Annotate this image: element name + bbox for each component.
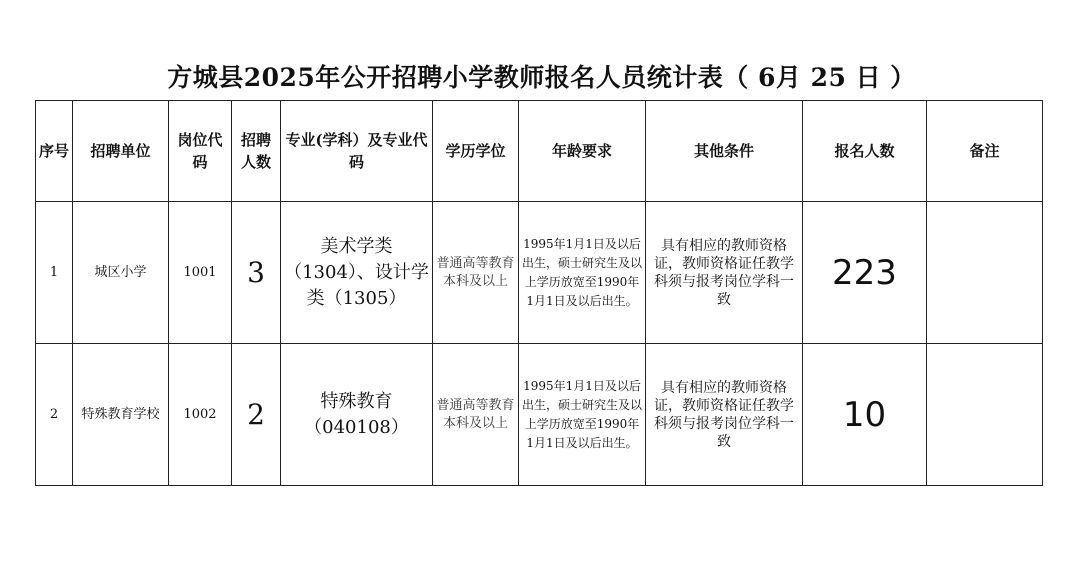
header-remarks: 备注 — [927, 101, 1043, 202]
row-major: 美术学类（1304）、设计学类（1305） — [281, 202, 433, 344]
row-other: 具有相应的教师资格证，教师资格证任教学科须与报考岗位学科一致 — [646, 202, 803, 344]
header-count: 招聘人数 — [232, 101, 281, 202]
row-unit: 特殊教育学校 — [73, 344, 169, 486]
row-applicants: 10 — [803, 344, 927, 486]
row-count: 2 — [232, 344, 281, 486]
header-unit: 招聘单位 — [73, 101, 169, 202]
header-major: 专业(学科）及专业代码 — [281, 101, 433, 202]
row-seq: 1 — [36, 202, 73, 344]
header-seq: 序号 — [36, 101, 73, 202]
row-unit: 城区小学 — [73, 202, 169, 344]
page-title: 方城县2025年公开招聘小学教师报名人员统计表（ 6月 25 日 ） — [167, 63, 916, 92]
table-row — [36, 344, 1043, 486]
header-education: 学历学位 — [433, 101, 519, 202]
row-remarks — [927, 202, 1043, 344]
row-age: 1995年1月1日及以后出生，硕士研究生及以上学历放宽至1990年1月1日及以后出生。 — [519, 344, 646, 486]
row-remarks — [927, 344, 1043, 486]
row-education: 普通高等教育本科及以上 — [433, 202, 519, 344]
header-age: 年龄要求 — [519, 101, 646, 202]
row-count: 3 — [232, 202, 281, 344]
row-education: 普通高等教育本科及以上 — [433, 344, 519, 486]
header-position-code: 岗位代码 — [169, 101, 232, 202]
row-other: 具有相应的教师资格证，教师资格证任教学科须与报考岗位学科一致 — [646, 344, 803, 486]
row-age: 1995年1月1日及以后出生，硕士研究生及以上学历放宽至1990年1月1日及以后出生。 — [519, 202, 646, 344]
table-row — [36, 202, 1043, 344]
statistics-table — [35, 100, 1043, 486]
table-header-row — [36, 101, 1043, 202]
row-major: 特殊教育（040108） — [281, 344, 433, 486]
row-position-code: 1001 — [169, 202, 232, 344]
row-applicants: 223 — [803, 202, 927, 344]
row-seq: 2 — [36, 344, 73, 486]
header-other: 其他条件 — [646, 101, 803, 202]
header-applicants: 报名人数 — [803, 101, 927, 202]
row-position-code: 1002 — [169, 344, 232, 486]
